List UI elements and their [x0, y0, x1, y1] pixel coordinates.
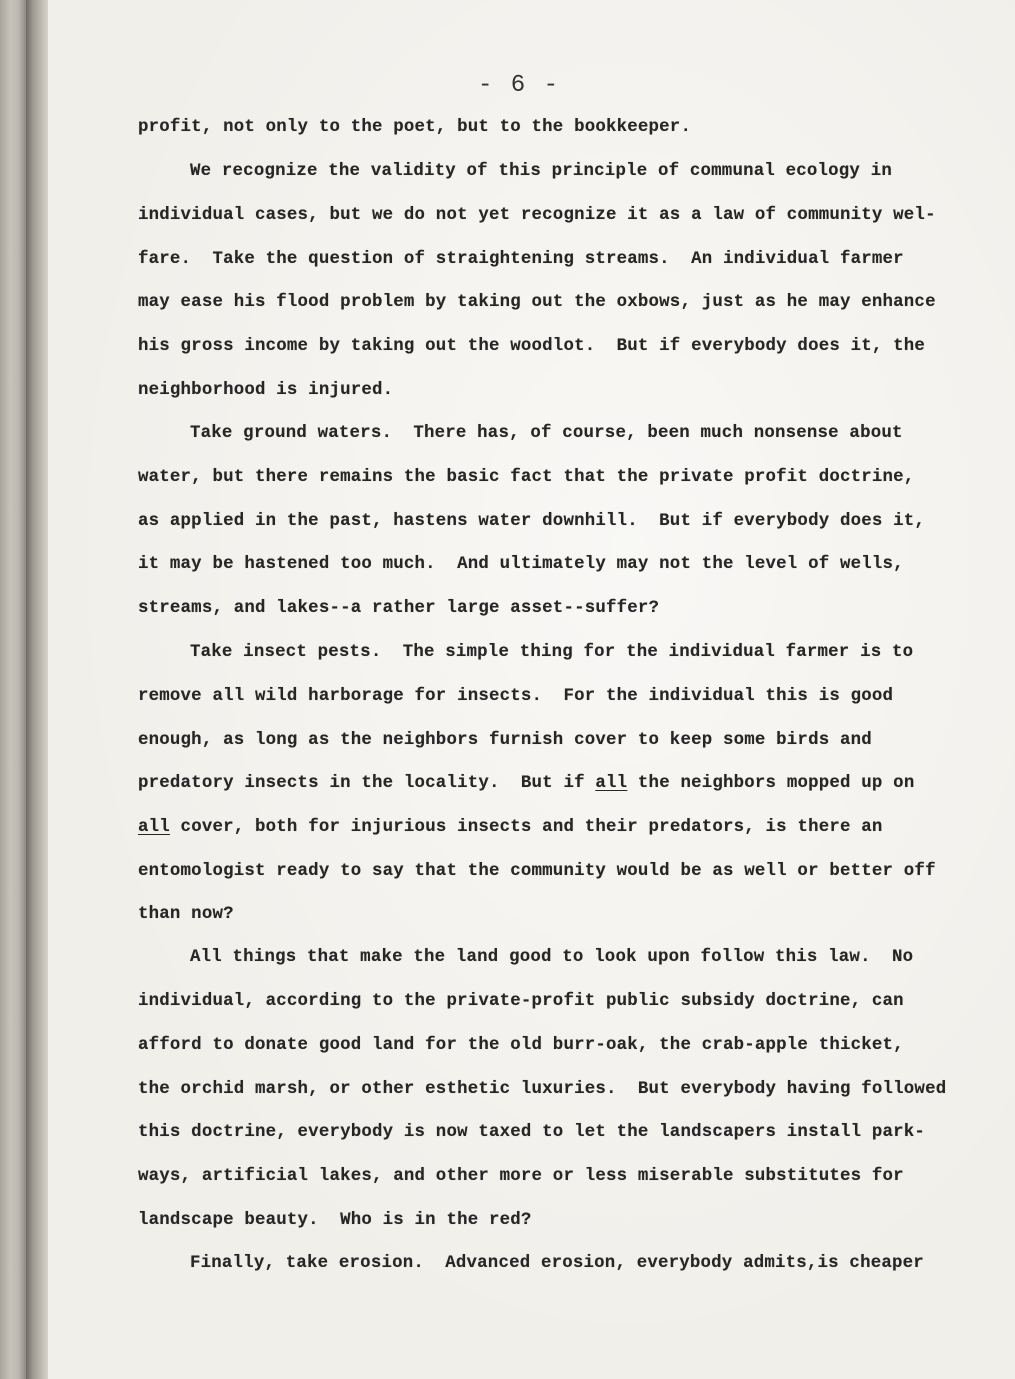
underlined-word: all	[138, 818, 170, 837]
text-line: neighborhood is injured.	[138, 381, 394, 400]
text-line: may ease his flood problem by taking out the oxbows, just as he may enhance	[138, 293, 936, 312]
text-line: remove all wild harborage for insects. For the individual this is good	[138, 687, 894, 706]
text-segment: the neighbors mopped up on	[627, 774, 915, 793]
text-line: All things that make the land good to look upon follow this law. No	[190, 948, 914, 967]
text-line: streams, and lakes--a rather large asset--suffer?	[138, 599, 660, 618]
binding-shadow	[26, 0, 48, 1379]
text-line: individual cases, but we do not yet recognize it as a law of community wel-	[138, 206, 936, 225]
text-line: than now?	[138, 905, 234, 924]
text-line: Finally, take erosion. Advanced erosion, everybody admits,is cheaper	[190, 1254, 924, 1273]
text-line: afford to donate good land for the old burr-oak, the crab-apple thicket,	[138, 1036, 904, 1055]
text-line	[138, 774, 914, 793]
text-segment: predatory insects in the locality. But if	[138, 774, 596, 793]
text-line: water, but there remains the basic fact that the private profit doctrine,	[138, 468, 915, 487]
text-line: profit, not only to the poet, but to the bookkeeper.	[138, 118, 692, 137]
text-line: landscape beauty. Who is in the red?	[138, 1211, 532, 1230]
text-line: this doctrine, everybody is now taxed to let the landscapers install park-	[138, 1123, 926, 1142]
text-line: ways, artificial lakes, and other more or less miserable substitutes for	[138, 1167, 904, 1186]
text-line: it may be hastened too much. And ultimately may not the level of wells,	[138, 555, 904, 574]
text-line: enough, as long as the neighbors furnish cover to keep some birds and	[138, 731, 872, 750]
page-number: - 6 -	[478, 72, 561, 99]
text-line: entomologist ready to say that the community would be as well or better off	[138, 862, 936, 881]
text-line: fare. Take the question of straightening streams. An individual farmer	[138, 250, 904, 269]
typed-page	[48, 0, 1015, 1379]
text-line: Take ground waters. There has, of course, been much nonsense about	[190, 424, 903, 443]
text-line: the orchid marsh, or other esthetic luxuries. But everybody having followed	[138, 1080, 947, 1099]
facing-page-edge	[0, 0, 26, 1379]
underlined-word: all	[595, 774, 628, 793]
text-line: as applied in the past, hastens water downhill. But if everybody does it,	[138, 512, 926, 531]
text-line: his gross income by taking out the woodlot. But if everybody does it, the	[138, 337, 926, 356]
text-segment: cover, both for injurious insects and their predators, is there an	[169, 818, 883, 837]
text-line: Take insect pests. The simple thing for the individual farmer is to	[190, 643, 914, 662]
text-line	[138, 818, 883, 837]
text-line: individual, according to the private-profit public subsidy doctrine, can	[138, 992, 904, 1011]
text-line: We recognize the validity of this principle of communal ecology in	[190, 162, 892, 181]
